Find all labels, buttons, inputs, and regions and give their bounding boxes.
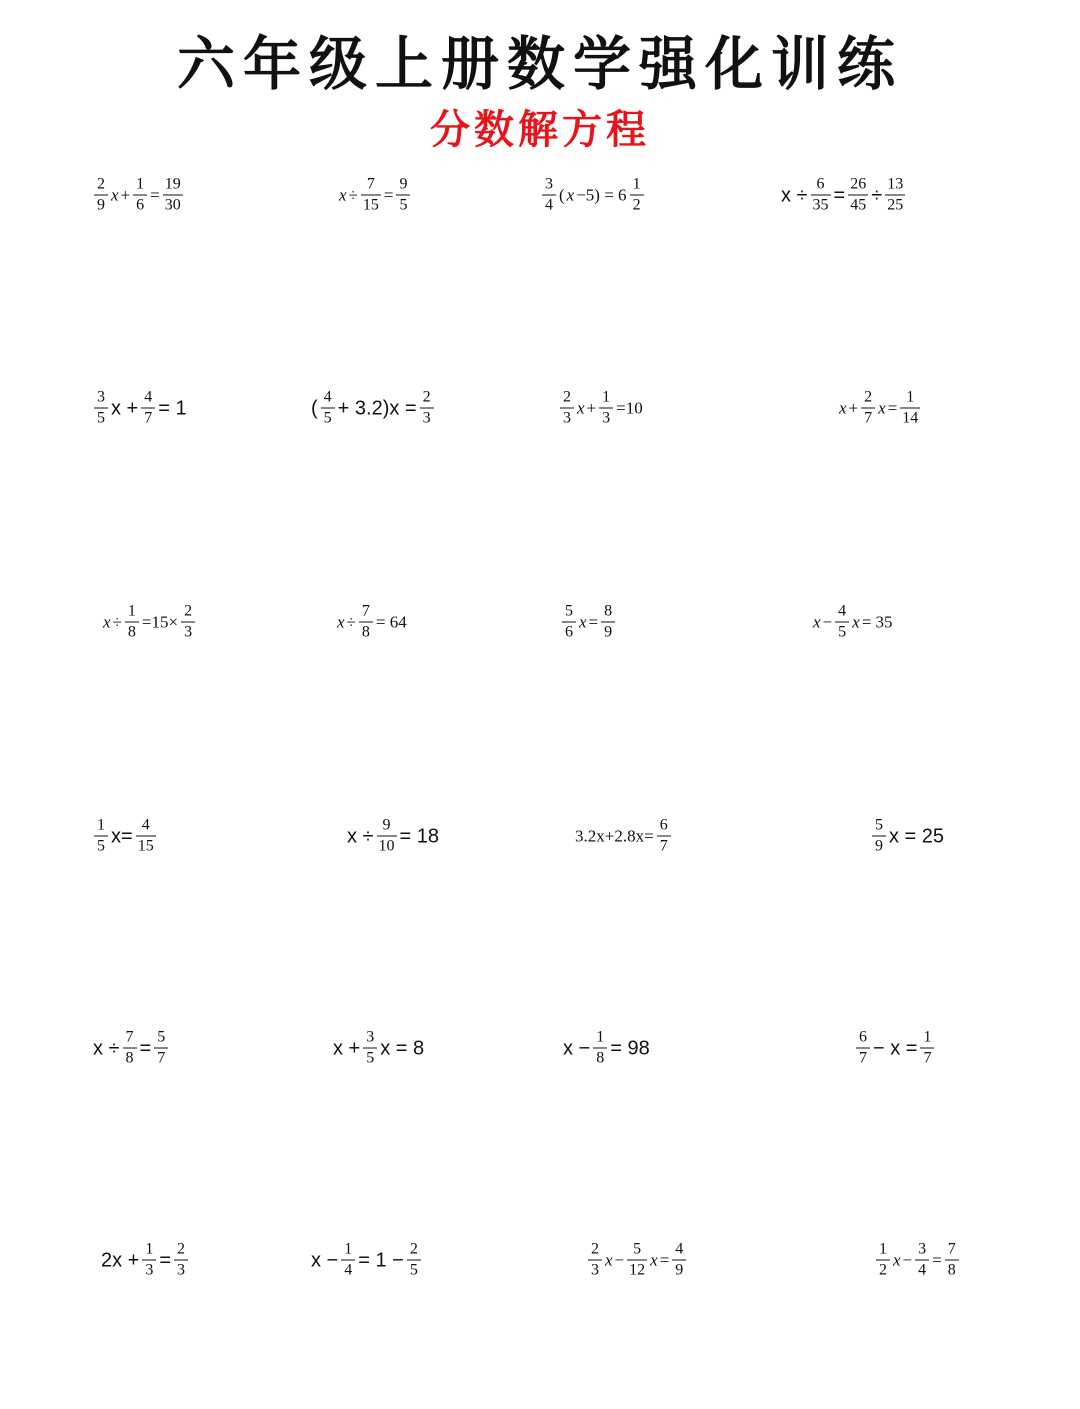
fraction-denominator: 30	[164, 196, 181, 214]
equation-item	[332, 1030, 425, 1067]
fraction-numerator: 2	[97, 175, 105, 193]
variable: x	[650, 1250, 658, 1270]
fraction	[900, 390, 920, 427]
fraction	[861, 390, 875, 427]
fraction-numerator: 1	[602, 388, 611, 406]
fraction	[94, 390, 108, 427]
variable: x	[813, 612, 821, 632]
variable: x	[579, 612, 587, 632]
fraction-denominator: 45	[850, 196, 867, 214]
fraction-denominator: 7	[856, 1048, 870, 1067]
fraction	[672, 1242, 686, 1279]
equation-item	[346, 818, 440, 855]
equation-item	[838, 390, 922, 427]
fraction	[872, 818, 886, 855]
fraction-numerator: 1	[596, 1028, 605, 1046]
fraction-numerator: 2	[422, 388, 431, 406]
equation-text: =	[139, 1037, 152, 1059]
fraction	[920, 1030, 934, 1067]
fraction	[601, 604, 615, 641]
fraction-numerator: 7	[125, 1028, 134, 1046]
variable: x	[852, 612, 860, 632]
fraction-numerator: 8	[604, 602, 613, 620]
fraction-numerator: 4	[144, 388, 153, 406]
fraction-denominator: 9	[872, 836, 886, 855]
fraction	[627, 1242, 647, 1279]
equation-text: +	[848, 398, 859, 418]
equation-text: −	[822, 612, 833, 632]
fraction-numerator: 1	[879, 1240, 887, 1258]
fraction-denominator: 6	[562, 622, 576, 641]
fraction-numerator: 1	[136, 175, 145, 193]
fraction-denominator: 2	[630, 195, 644, 214]
equation-item	[874, 1242, 961, 1279]
fraction-denominator: 35	[812, 196, 829, 214]
equation-text: (	[311, 397, 318, 419]
equation-item	[310, 1242, 423, 1279]
fraction-numerator: 3	[97, 388, 105, 406]
fraction-denominator: 9	[94, 195, 108, 214]
fraction	[407, 1242, 421, 1279]
fraction	[599, 390, 613, 427]
fraction-denominator: 9	[601, 622, 615, 641]
fraction	[542, 177, 556, 214]
equation-item	[586, 1242, 688, 1279]
fraction-denominator: 5	[321, 408, 335, 427]
fraction-numerator: 4	[675, 1240, 684, 1258]
fraction	[835, 604, 849, 641]
equation-text: = 64	[375, 612, 407, 632]
fraction	[181, 604, 195, 641]
fraction	[876, 1242, 890, 1279]
variable: x	[605, 1250, 613, 1270]
fraction-numerator: 5	[633, 1240, 642, 1258]
fraction	[630, 177, 644, 214]
fraction	[363, 1030, 377, 1067]
fraction	[361, 177, 381, 214]
equation-item	[102, 604, 197, 641]
equation-item	[338, 177, 412, 214]
fraction-numerator: 13	[887, 175, 904, 193]
fraction-denominator: 8	[945, 1260, 959, 1279]
fraction	[420, 390, 434, 427]
fraction-denominator: 5	[94, 836, 108, 855]
fraction-numerator: 5	[875, 816, 883, 834]
variable: x	[839, 398, 847, 418]
fraction-denominator: 3	[174, 1260, 188, 1279]
fraction-numerator: 26	[850, 175, 867, 193]
equation-text: =	[887, 398, 898, 418]
fraction-denominator: 2	[876, 1260, 890, 1279]
equation-item	[560, 604, 617, 641]
fraction-denominator: 8	[125, 622, 139, 641]
equation-text: = 35	[861, 612, 893, 632]
fraction-numerator: 2	[177, 1240, 186, 1258]
fraction-denominator: 7	[657, 836, 671, 855]
fraction-numerator: 2	[184, 602, 193, 620]
fraction-denominator: 15	[362, 196, 379, 214]
fraction-denominator: 7	[141, 408, 155, 427]
equation-item	[780, 177, 907, 214]
fraction-denominator: 7	[154, 1048, 168, 1067]
fraction	[136, 818, 156, 855]
fraction-denominator: 8	[593, 1048, 607, 1067]
fraction	[94, 818, 108, 855]
equation-item	[562, 1030, 651, 1067]
fraction-denominator: 5	[835, 622, 849, 641]
fraction	[885, 177, 905, 214]
fraction	[359, 604, 373, 641]
fraction-denominator: 3	[142, 1260, 156, 1279]
fraction	[142, 1242, 156, 1279]
fraction-numerator: 1	[923, 1028, 932, 1046]
fraction	[163, 177, 183, 214]
fraction-numerator: 7	[947, 1240, 956, 1258]
variable: x	[339, 185, 347, 205]
variable: x	[111, 185, 119, 205]
equation-text: x ÷	[93, 1037, 120, 1059]
equation-text: x +	[111, 397, 139, 419]
equation-text: x = 25	[889, 825, 945, 847]
equation-text: = 1	[158, 397, 187, 419]
equation-item	[92, 818, 158, 855]
equation-text: ÷	[112, 612, 122, 632]
fraction-numerator: 1	[632, 175, 641, 193]
fraction-numerator: 2	[409, 1240, 418, 1258]
fraction	[377, 818, 397, 855]
fraction-numerator: 2	[563, 388, 571, 406]
fraction	[915, 1242, 929, 1279]
fraction	[848, 177, 868, 214]
equation-item	[310, 390, 436, 427]
fraction	[174, 1242, 188, 1279]
equation-text: =	[383, 185, 394, 205]
fraction-numerator: 9	[399, 175, 408, 193]
fraction-numerator: 1	[97, 816, 105, 834]
equation-text: − x =	[873, 1037, 918, 1059]
equation-item	[92, 177, 185, 214]
equation-text: =	[150, 185, 160, 205]
fraction-numerator: 2	[591, 1240, 599, 1258]
fraction	[560, 390, 574, 427]
equation-text: ÷	[346, 612, 356, 632]
equation-item	[92, 1030, 170, 1067]
fraction-denominator: 25	[887, 196, 904, 214]
variable: x	[103, 612, 111, 632]
fraction-numerator: 4	[838, 602, 847, 620]
fraction-numerator: 1	[906, 388, 915, 406]
fraction-numerator: 2	[864, 388, 873, 406]
equation-text: = 18	[399, 825, 440, 847]
equation-item	[100, 1242, 190, 1279]
fraction-numerator: 1	[145, 1240, 154, 1258]
equation-text: −	[614, 1250, 625, 1270]
equation-text: x +	[333, 1037, 361, 1059]
fraction-numerator: 5	[565, 602, 573, 620]
equation-text: −	[902, 1250, 913, 1270]
fraction	[562, 604, 576, 641]
fraction-numerator: 4	[141, 816, 150, 834]
fraction	[154, 1030, 168, 1067]
equation-text: x = 8	[380, 1037, 425, 1059]
fraction	[341, 1242, 355, 1279]
fraction-denominator: 8	[359, 622, 373, 641]
fraction-denominator: 4	[915, 1260, 929, 1279]
fraction	[945, 1242, 959, 1279]
equation-text: =	[833, 184, 846, 206]
fraction-denominator: 3	[588, 1260, 602, 1279]
fraction-denominator: 5	[94, 408, 108, 427]
equation-item	[854, 1030, 936, 1067]
equation-item	[812, 604, 894, 641]
fraction	[856, 1030, 870, 1067]
fraction-denominator: 7	[920, 1048, 934, 1067]
fraction-denominator: 12	[629, 1261, 646, 1279]
fraction-denominator: 8	[123, 1048, 137, 1067]
fraction-denominator: 4	[542, 195, 556, 214]
equation-item	[336, 604, 408, 641]
page-subtitle: 分数解方程	[430, 107, 650, 153]
fraction-denominator: 4	[341, 1260, 355, 1279]
fraction	[321, 390, 335, 427]
variable: x	[566, 185, 575, 205]
fraction-numerator: 1	[127, 602, 136, 620]
fraction-denominator: 14	[902, 409, 919, 427]
equation-text: (	[559, 185, 565, 205]
variable: x	[893, 1250, 901, 1270]
equation-text: x=	[111, 825, 133, 847]
page-title: 六年级上册数学强化训练	[176, 30, 903, 98]
fraction-denominator: 3	[599, 408, 613, 427]
fraction-numerator: 1	[344, 1240, 353, 1258]
fraction-denominator: 7	[861, 408, 875, 427]
equation-item	[870, 818, 945, 855]
equation-text: x ÷	[781, 184, 808, 206]
equation-text: 2x +	[101, 1249, 140, 1271]
equation-text: ÷	[871, 184, 883, 206]
equation-text: =	[932, 1250, 942, 1270]
equation-text: x −	[563, 1037, 591, 1059]
fraction-denominator: 5	[407, 1260, 421, 1279]
equation-text: =	[659, 1250, 670, 1270]
fraction	[588, 1242, 602, 1279]
variable: x	[878, 398, 886, 418]
fraction	[133, 177, 147, 214]
fraction-numerator: 7	[361, 602, 370, 620]
fraction-numerator: 3	[918, 1240, 927, 1258]
equation-text: =	[588, 612, 599, 632]
fraction	[141, 390, 155, 427]
equation-text: 3.2x+2.8x=	[575, 826, 654, 846]
fraction	[94, 177, 108, 214]
equation-item	[574, 818, 673, 855]
fraction-numerator: 9	[382, 816, 391, 834]
equation-text: = 98	[610, 1037, 650, 1059]
equation-item	[540, 177, 646, 214]
fraction-denominator: 5	[363, 1048, 377, 1067]
equation-text: x ÷	[347, 825, 374, 847]
fraction-numerator: 6	[659, 816, 668, 834]
equation-text: ÷	[348, 185, 358, 205]
equation-text: =	[159, 1249, 172, 1271]
fraction	[125, 604, 139, 641]
fraction-numerator: 4	[323, 388, 332, 406]
fraction	[123, 1030, 137, 1067]
fraction-denominator: 3	[181, 622, 195, 641]
variable: x	[337, 612, 345, 632]
fraction	[396, 177, 410, 214]
equation-text: −5) = 6	[576, 185, 627, 205]
equation-item	[92, 390, 188, 427]
equation-text: + 3.2)x =	[337, 397, 417, 419]
equation-text: +	[586, 398, 597, 418]
fraction-numerator: 6	[816, 175, 825, 193]
fraction-denominator: 6	[133, 195, 147, 214]
fraction	[593, 1030, 607, 1067]
fraction-denominator: 10	[378, 837, 395, 855]
equation-text: =10	[616, 398, 643, 418]
equation-text: +	[120, 185, 131, 205]
equation-text: x −	[311, 1249, 339, 1271]
fraction-denominator: 5	[396, 195, 410, 214]
fraction-numerator: 6	[859, 1028, 867, 1046]
fraction-numerator: 19	[164, 175, 181, 193]
fraction-numerator: 7	[366, 175, 375, 193]
equation-text: = 1 −	[358, 1249, 404, 1271]
fraction	[811, 177, 831, 214]
fraction-denominator: 15	[137, 837, 154, 855]
fraction-numerator: 3	[545, 175, 553, 193]
fraction-numerator: 5	[157, 1028, 166, 1046]
fraction-denominator: 3	[560, 408, 574, 427]
variable: x	[577, 398, 585, 418]
equation-item	[558, 390, 644, 427]
fraction	[657, 818, 671, 855]
equation-text: =15×	[141, 612, 179, 632]
fraction-denominator: 3	[420, 408, 434, 427]
fraction-denominator: 9	[672, 1260, 686, 1279]
fraction-numerator: 3	[366, 1028, 375, 1046]
